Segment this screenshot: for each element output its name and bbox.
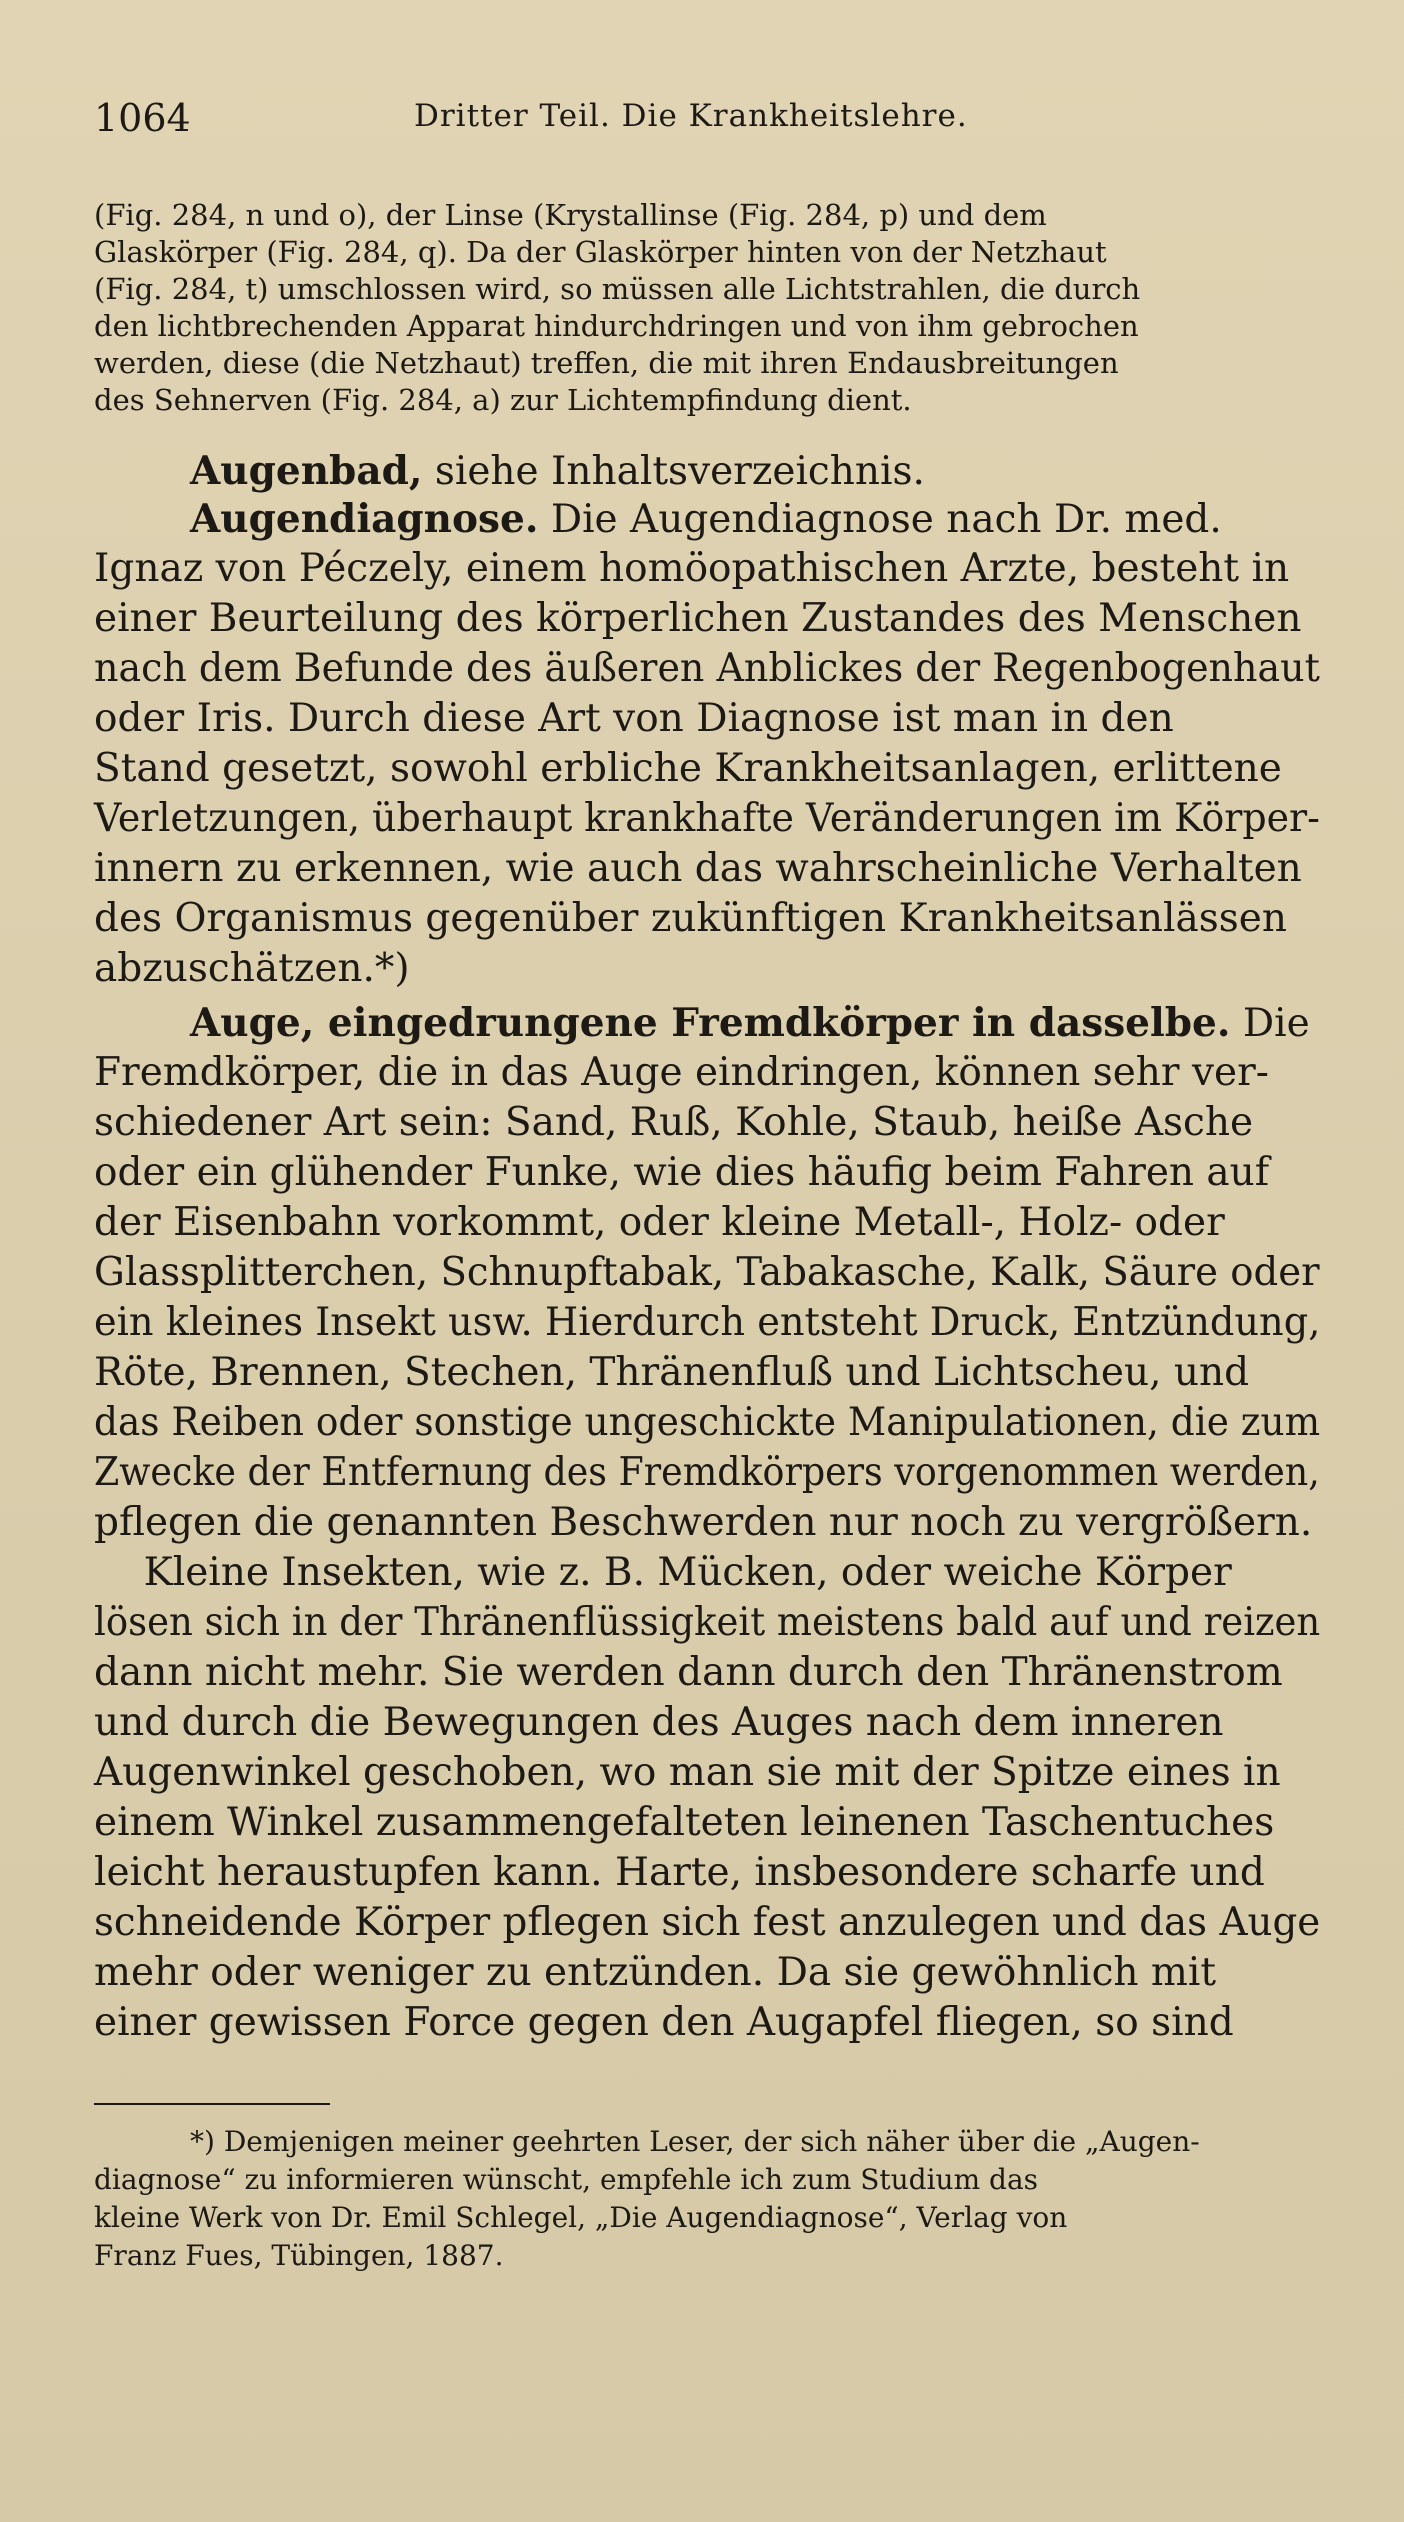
text-line: mehr oder weniger zu entzünden. Da sie gewöhnlich mit bbox=[94, 1950, 1217, 1995]
text-line: Augenwinkel geschoben, wo man sie mit der Spitze eines in bbox=[94, 1750, 1281, 1795]
footnote-line: *) Demjenigen meiner geehrten Leser, der sich näher über die „Augen- bbox=[190, 2125, 1200, 2158]
entry-heading: Auge, eingedrungene Fremdkörper in dasselbe. bbox=[190, 1000, 1231, 1046]
text-line: einer gewissen Force gegen den Augapfel fliegen, so sind bbox=[94, 2000, 1234, 2045]
text-line: (Fig. 284, n und o), der Linse (Krystallinse (Fig. 284, p) und dem bbox=[94, 198, 1047, 232]
text-line: lösen sich in der Thränenflüssigkeit meistens bald auf und reizen bbox=[94, 1600, 1321, 1645]
entry-text: Die bbox=[1242, 1001, 1310, 1046]
text-line: Röte, Brennen, Stechen, Thränenfluß und Lichtscheu, und bbox=[94, 1350, 1250, 1395]
text-line: Glaskörper (Fig. 284, q). Da der Glaskörper hinten von der Netzhaut bbox=[94, 235, 1107, 269]
text-line: des Sehnerven (Fig. 284, a) zur Lichtempfindung dient. bbox=[94, 383, 912, 417]
entry-heading: Augendiagnose. bbox=[190, 496, 539, 542]
text-line: oder ein glühender Funke, wie dies häufig beim Fahren auf bbox=[94, 1150, 1270, 1195]
text-line: schiedener Art sein: Sand, Ruß, Kohle, Staub, heiße Asche bbox=[94, 1100, 1254, 1145]
text-line: (Fig. 284, t) umschlossen wird, so müssen alle Lichtstrahlen, die durch bbox=[94, 272, 1141, 306]
text-line: den lichtbrechenden Apparat hindurchdringen und von ihm gebrochen bbox=[94, 309, 1139, 343]
text-line: und durch die Bewegungen des Auges nach dem inneren bbox=[94, 1700, 1224, 1745]
text-line: das Reiben oder sonstige ungeschickte Manipulationen, die zum bbox=[94, 1400, 1321, 1445]
text-line: Kleine Insekten, wie z. B. Mücken, oder weiche Körper bbox=[94, 1550, 1232, 1595]
text-line: der Eisenbahn vorkommt, oder kleine Metall-, Holz- oder bbox=[94, 1200, 1225, 1245]
footnote-line: Franz Fues, Tübingen, 1887. bbox=[94, 2239, 504, 2272]
text-line: abzuschätzen.*) bbox=[94, 946, 410, 991]
text-line: Verletzungen, überhaupt krankhafte Veränderungen im Körper- bbox=[94, 796, 1320, 841]
entry-line bbox=[190, 496, 1222, 542]
footnote-line: kleine Werk von Dr. Emil Schlegel, „Die Augendiagnose“, Verlag von bbox=[94, 2201, 1068, 2234]
text-line: Zwecke der Entfernung des Fremdkörpers vorgenommen werden, bbox=[94, 1450, 1320, 1495]
text-line: pflegen die genannten Beschwerden nur noch zu vergrößern. bbox=[94, 1500, 1313, 1545]
text-line: Fremdkörper, die in das Auge eindringen, können sehr ver- bbox=[94, 1050, 1269, 1095]
text-line: Glassplitterchen, Schnupftabak, Tabakasche, Kalk, Säure oder bbox=[94, 1250, 1320, 1295]
page-header bbox=[94, 96, 1320, 148]
entry-line bbox=[190, 448, 925, 494]
text-line: ein kleines Insekt usw. Hierdurch entsteht Druck, Entzündung, bbox=[94, 1300, 1321, 1345]
text-line: schneidende Körper pflegen sich fest anzulegen und das Auge bbox=[94, 1900, 1321, 1945]
footnote-line: diagnose“ zu informieren wünscht, empfehle ich zum Studium das bbox=[94, 2163, 1039, 2196]
text-line: nach dem Befunde des äußeren Anblickes der Regenbogenhaut bbox=[94, 646, 1320, 691]
entry-line bbox=[190, 1000, 1310, 1046]
entry-text: siehe Inhaltsverzeichnis. bbox=[434, 449, 925, 494]
text-line: einer Beurteilung des körperlichen Zustandes des Menschen bbox=[94, 596, 1302, 641]
text-line: werden, diese (die Netzhaut) treffen, die mit ihren Endausbreitungen bbox=[94, 346, 1119, 380]
running-title: Dritter Teil. Die Krankheitslehre. bbox=[414, 98, 968, 134]
entry-text: Die Augendiagnose nach Dr. med. bbox=[550, 497, 1222, 542]
text-line: innern zu erkennen, wie auch das wahrscheinliche Verhalten bbox=[94, 846, 1302, 891]
text-line: des Organismus gegenüber zukünftigen Krankheitsanlässen bbox=[94, 896, 1287, 941]
text-line: Ignaz von Péczely, einem homöopathischen Arzte, besteht in bbox=[94, 546, 1290, 591]
footnote-divider bbox=[94, 2103, 330, 2105]
text-line: einem Winkel zusammengefalteten leinenen Taschentuches bbox=[94, 1800, 1275, 1845]
text-line: leicht heraustupfen kann. Harte, insbesondere scharfe und bbox=[94, 1850, 1265, 1895]
text-line: oder Iris. Durch diese Art von Diagnose ist man in den bbox=[94, 696, 1174, 741]
page-number: 1064 bbox=[94, 96, 191, 140]
text-line: Stand gesetzt, sowohl erbliche Krankheitsanlagen, erlittene bbox=[94, 746, 1282, 791]
text-line: dann nicht mehr. Sie werden dann durch den Thränenstrom bbox=[94, 1650, 1283, 1695]
entry-heading: Augenbad, bbox=[190, 448, 423, 494]
